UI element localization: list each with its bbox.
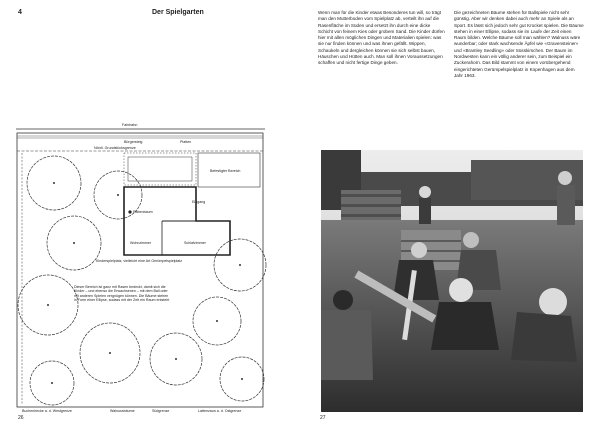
- plan-label-living-room: Wohnzimmer: [130, 241, 152, 245]
- chapter-number: 4: [18, 9, 22, 16]
- page-number-right: 27: [320, 415, 326, 421]
- page-number-left: 26: [18, 415, 24, 421]
- garden-plan-drawing: [14, 121, 267, 413]
- plan-label-bottom-3: Südgrenze: [152, 409, 170, 413]
- plan-label-bottom-4: Lattenzaun a. d. Ostgrenze: [198, 409, 242, 413]
- playground-photograph: [321, 150, 583, 412]
- chapter-title: Der Spielgarten: [152, 9, 204, 16]
- plan-label-raven-tree: Rabenbaum: [133, 210, 153, 214]
- plan-label-north-boundary: Nördl. Grundstücksgrenze: [94, 146, 136, 150]
- plan-label-bottom-2: Walnussbäume: [110, 409, 135, 413]
- body-text-column-1: Wenn man für die Kinder etwas Besonderes tun will, so trägt man den Mutterboden vom Spielplatz ab, verteilt ihn auf die Rasenfläche im Süden und ersetzt ihn durch eine dicke Schicht von feinem Kies oder grobem Sand. Die Kinder dürfen hier mit allen möglichen Dingen und Materialien spielen: was sie nur finden können und was ihnen gefällt. Wippen, Schaukeln und dergleichen können sie sich selbst bauen, Häuschen und Hütten auch. Man soll ihnen Voraussetzungen schaffen und nicht fertige Dinge geben.: [318, 10, 445, 66]
- body-text-column-2: Die gezeichneten Bäume stehen für Ballspiele nicht sehr günstig. Aber wir denken dabei auch mehr an Spiele als an Sport. Es lässt sich jedoch sehr gut Krocket spielen. Die Bäume stehen in einer Ellipse, sodass sie im Laufe der Zeit einen Raum bilden. Welche Bäume soll man wählen? Walnuss wäre wunderbar; oder stark wachsende Äpfel wie «Gravensteiner» und «Bramley Seedling» oder Süsskirschen. Der Baum im Nordwesten kann ein völlig anderer sein, zum Beispiel ein Zuckerahorn. Das Bild stammt von einem vorübergehend eingerichteten Gerümpelspielplatz in Kopenhagen aus dem Jahr 1963.: [454, 10, 584, 78]
- plan-area-note: Dieser Bereich ist ganz mit Rasen bedeckt, damit sich die Kinder – und ebenso die Erwachsenen – mit dem Ball oder mit anderen Spielen vergnügen können. Die Bäume stehen in Form einer Ellipse, sodass mit der Zeit ein Raum entsteht: [74, 285, 170, 303]
- plan-label-buergersteig: Bürgersteig: [124, 140, 143, 144]
- plan-label-entrance: Eingang: [192, 200, 206, 204]
- plan-label-platten: Platten: [180, 140, 192, 144]
- plan-label-bedroom: Schlafzimmer: [184, 241, 206, 245]
- plan-label-paved-area: Befestigter Bereich: [210, 169, 241, 173]
- plan-label-bottom-1: Buchenhecke a. d. Westgrenze: [22, 409, 72, 413]
- plan-label-fahrbahn: Fahrbahn: [122, 123, 138, 127]
- tree-outlines: [18, 156, 266, 405]
- plan-playground-note: Kinderspielplatz, vielleicht eine Art Gerümpelspielplatz: [96, 259, 183, 263]
